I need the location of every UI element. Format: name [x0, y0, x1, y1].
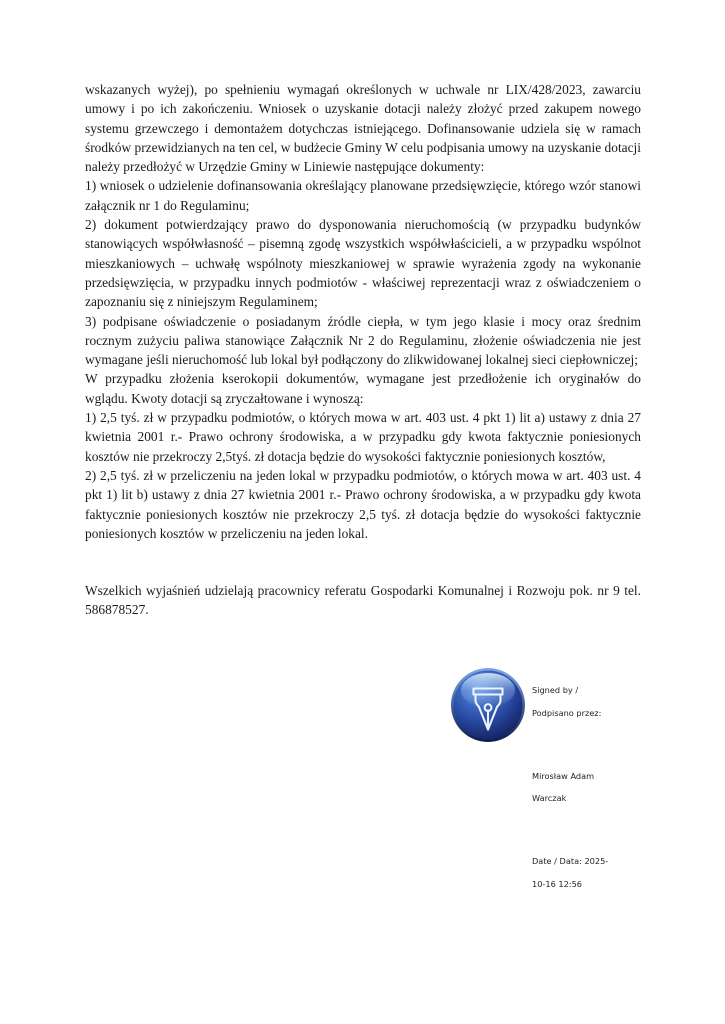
signed-by-label-pl: Podpisano przez: [532, 707, 602, 718]
signature-details [532, 662, 608, 912]
fountain-pen-nib-icon [450, 667, 526, 743]
paragraph-intro: wskazanych wyżej), po spełnieniu wymagań określonych w uchwale nr LIX/428/2023, zawarciu umowy i po ich zakończeniu. Wniosek o uzyskanie dotacji należy złożyć przed zakupem nowego systemu grzewczego i demontażem dotychczas istniejącego. Dofinansowanie udziela się w ramach środków przewidzianych na ten cel, w budżecie Gminy W celu podpisania umowy na uzyskanie dotacji należy przedłożyć w Urzędzie Gminy w Liniewie następujące dokumenty: [85, 82, 641, 175]
signed-by-block [532, 674, 608, 730]
signed-by-label: Signed by / [532, 685, 579, 696]
paragraph-document-item-1: 1) wniosek o udzielenie dofinansowania określający planowane przedsięwzięcie, którego wzór stanowi załącznik nr 1 do Regulaminu; [85, 178, 641, 213]
paragraph-document-item-3: 3) podpisane oświadczenie o posiadanym źródle ciepła, w tym jego klasie i mocy oraz średnim rocznym zużyciu paliwa stanowiące Załącznik Nr 2 do Regulaminu, złożenie oświadczenia nie jest wymagane jeśli nieruchomość lub lokal był podłączony do zlikwidowanej lokalnej sieci ciepłowniczej; [85, 313, 641, 368]
paragraph-grant-item-2: 2) 2,5 tyś. zł w przeliczeniu na jeden lokal w przypadku podmiotów, o których mowa w art. 403 ust. 4 pkt 1) lit b) ustawy z dnia 27 kwietnia 2001 r.- Prawo ochrony środowiska, a w przypadku gdy kwota faktycznie poniesionych kosztów nie przekroczy 2,5 tyś. zł dotacja będzie do wysokości faktycznie poniesionych kosztów w przeliczeniu na jeden lokal. [85, 467, 641, 541]
signer-name-line-2: Warczak [532, 793, 567, 804]
paragraph-copies-and-amounts: W przypadku złożenia kserokopii dokumentów, wymagane jest przedłożenie ich oryginałów do wglądu. Kwoty dotacji są zryczałtowane i wynoszą: [85, 371, 641, 406]
signature-date-line-1: Date / Data: 2025- [532, 856, 609, 867]
digital-signature-stamp [450, 662, 650, 889]
signature-date-line-2: 10-16 12:56 [532, 878, 582, 889]
signer-name-block [532, 760, 608, 816]
paragraph-contact-info: Wszelkich wyjaśnień udzielają pracownicy referatu Gospodarki Komunalnej i Rozwoju pok. nr 9 tel. 586878527. [85, 583, 641, 618]
signature-date-block [532, 845, 608, 901]
paragraph-document-item-2: 2) dokument potwierdzający prawo do dysponowania nieruchomością (w przypadku budynków stanowiących współwłasność – pisemną zgodę wszystkich współwłaścicieli, a w przypadku wspólnot mieszkaniowych – uchwałę wspólnoty mieszkaniowej w sprawie wyrażenia zgody na wykonanie przedsięwzięcia, w przypadku innych podmiotów - właściwej reprezentacji wraz z oświadczeniem o zapoznaniu się z niniejszym Regulaminem; [85, 217, 641, 310]
signer-name-line-1: Mirosław Adam [532, 770, 595, 781]
paragraph-grant-item-1: 1) 2,5 tyś. zł w przypadku podmiotów, o których mowa w art. 403 ust. 4 pkt 1) lit a) ustawy z dnia 27 kwietnia 2001 r.- Prawo ochrony środowiska, a w przypadku gdy kwota faktycznie poniesionych kosztów nie przekroczy 2,5tyś. zł dotacja będzie do wysokości faktycznie poniesionych kosztów, [85, 410, 641, 464]
document-body [85, 80, 641, 620]
